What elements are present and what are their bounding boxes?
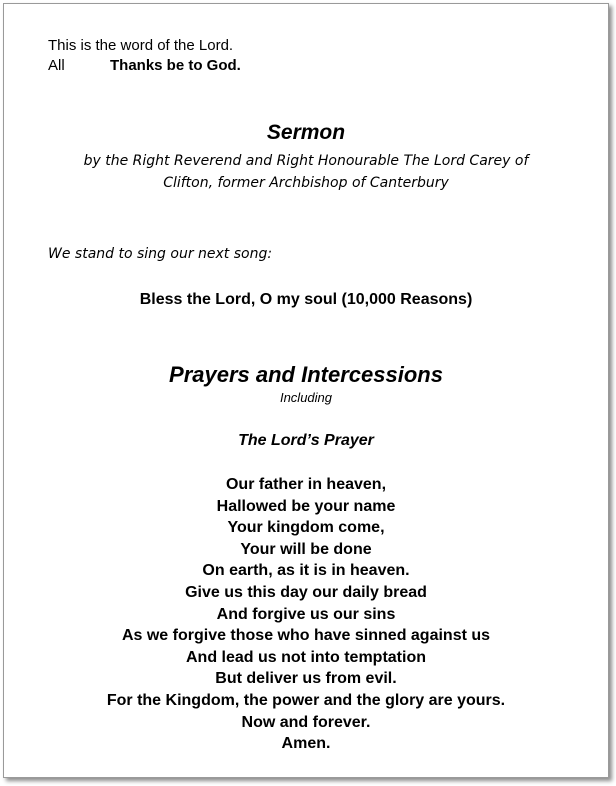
prayer-line: Your will be done	[240, 540, 372, 558]
prayer-line: Your kingdom come,	[227, 519, 385, 537]
reading-conclusion	[48, 36, 241, 76]
prayer-line: And forgive us our sins	[216, 605, 396, 623]
prayer-line: But deliver us from evil.	[215, 670, 397, 688]
prayer-line: Hallowed be your name	[216, 497, 396, 515]
prayer-line: For the Kingdom, the power and the glory are yours.	[106, 691, 506, 709]
prayer-line: As we forgive those who have sinned against us	[121, 627, 491, 645]
sermon-preacher	[34, 150, 578, 194]
sermon-heading: Sermon	[266, 121, 346, 144]
sermon-preacher-line: by the Right Reverend and Right Honourable The Lord Carey of	[83, 153, 529, 169]
prayer-line: And lead us not into temptation	[186, 648, 426, 666]
prayers-subheading: Including	[279, 390, 333, 405]
service-sheet-page	[3, 3, 609, 778]
prayer-line: Now and forever.	[241, 713, 371, 731]
lords-prayer-text	[4, 474, 608, 755]
prayers-heading: Prayers and Intercessions	[169, 362, 443, 387]
prayer-line: Amen.	[281, 735, 331, 753]
prayer-line: On earth, as it is in heaven.	[202, 562, 410, 580]
congregation-response	[48, 56, 241, 76]
responder-label: All	[48, 57, 65, 74]
lords-prayer-heading: The Lord’s Prayer	[238, 432, 374, 449]
prayer-line: Give us this day our daily bread	[185, 583, 427, 601]
prayer-line: Our father in heaven,	[225, 476, 387, 493]
song-title: Bless the Lord, O my soul (10,000 Reasons)	[139, 291, 473, 308]
sermon-preacher-line: Clifton, former Archbishop of Canterbury	[163, 175, 449, 191]
response-text: Thanks be to God.	[110, 57, 241, 74]
reading-ending-line: This is the word of the Lord.	[48, 37, 234, 54]
song-instruction: We stand to sing our next song:	[48, 246, 273, 262]
